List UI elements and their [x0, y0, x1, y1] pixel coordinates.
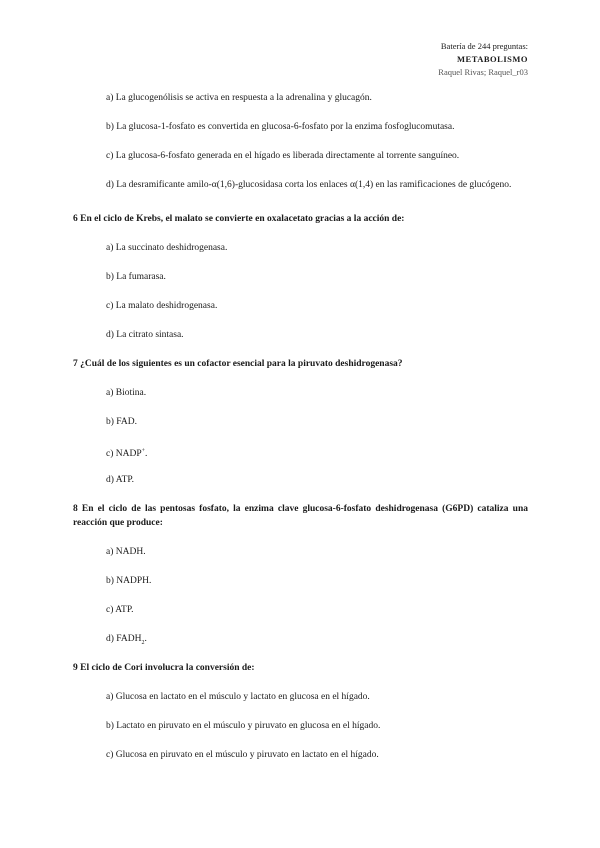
q7-option-c-tail: .: [145, 449, 148, 460]
page-header: [438, 40, 528, 79]
question-9: 9 El ciclo de Cori involucra la conversión de:: [73, 663, 255, 673]
q6-option-c: c) La malato deshidrogenasa.: [106, 301, 218, 311]
option-b: b) La glucosa-1-fosfato es convertida en glucosa-6-fosfato por la enzima fosfoglucomutasa.: [106, 122, 455, 132]
q8-option-c: c) ATP.: [106, 605, 134, 615]
header-author: Raquel Rivas; Raquel_r03: [438, 67, 528, 77]
q7-option-a: a) Biotina.: [106, 388, 147, 398]
q8-option-d-tail: .: [144, 634, 147, 644]
q6-option-b: b) La fumarasa.: [106, 272, 166, 282]
option-c: c) La glucosa-6-fosfato generada en el hígado es liberada directamente al torrente sanguíneo.: [106, 151, 460, 161]
q7-option-b: b) FAD.: [106, 417, 137, 427]
q8-option-a: a) NADH.: [106, 547, 146, 557]
question-6: 6 En el ciclo de Krebs, el malato se convierte en oxalacetato gracias a la acción de:: [73, 214, 405, 224]
q6-option-a: a) La succinato deshidrogenasa.: [106, 243, 228, 253]
q8-option-d-text: d) FADH: [106, 634, 142, 644]
superscript-plus: +: [141, 448, 146, 454]
question-8: 8 En el ciclo de las pentosas fosfato, la enzima clave glucosa-6-fosfato deshidrogenasa (G6PD) cataliza una reacción que produce:: [73, 504, 528, 528]
option-d: d) La desramificante amilo-α(1,6)-glucosidasa corta los enlaces α(1,4) en las ramificaciones de glucógeno.: [106, 180, 512, 190]
q7-option-c-text: c) NADP: [106, 449, 142, 460]
option-a: a) La glucogenólisis se activa en respuesta a la adrenalina y glucagón.: [106, 93, 372, 103]
q9-option-a: a) Glucosa en lactato en el músculo y lactato en glucosa en el hígado.: [106, 692, 370, 702]
question-7: 7 ¿Cuál de los siguientes es un cofactor esencial para la piruvato deshidrogenasa?: [73, 359, 403, 369]
document-body: [73, 91, 528, 777]
q8-option-b: b) NADPH.: [106, 576, 152, 586]
q7-option-c: [106, 444, 528, 473]
header-line: Batería de 244 preguntas:: [440, 41, 528, 51]
q9-option-c: c) Glucosa en piruvato en el músculo y piruvato en lactato en el hígado.: [106, 750, 379, 760]
subscript-2: 2: [141, 639, 145, 646]
q9-option-b: b) Lactato en piruvato en el músculo y piruvato en glucosa en el hígado.: [106, 721, 381, 731]
q6-option-d: d) La citrato sintasa.: [106, 330, 184, 340]
q7-option-d: d) ATP.: [106, 475, 134, 485]
header-subject: METABOLISMO: [457, 54, 528, 64]
q8-option-d: [106, 632, 528, 661]
